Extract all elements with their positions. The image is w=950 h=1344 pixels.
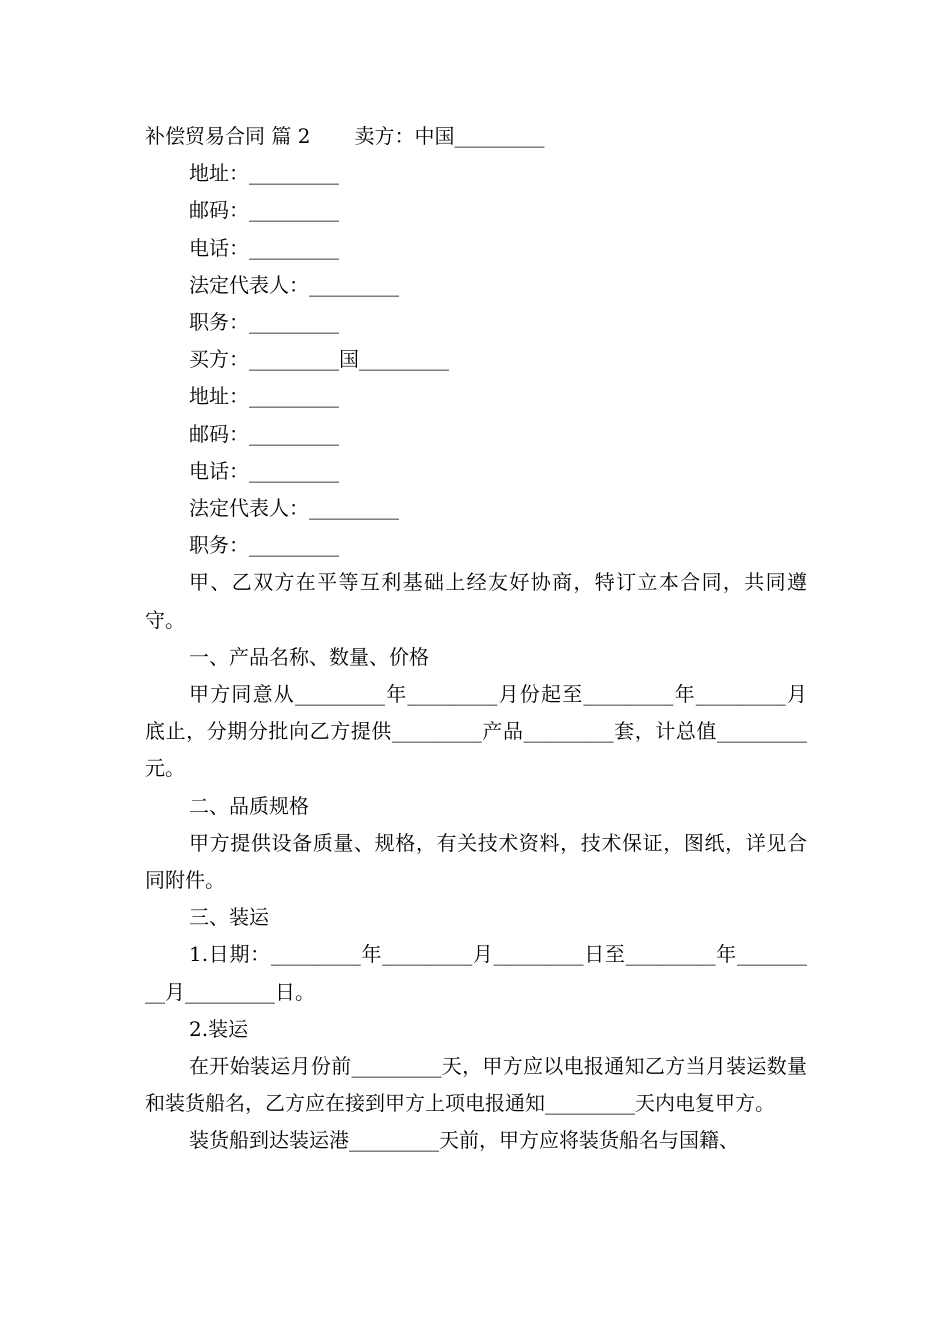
section2-paragraph: 甲方提供设备质量、规格，有关技术资料，技术保证，图纸，详见合同附件。 — [145, 830, 807, 893]
buyer-postcode: 邮码：_________ — [189, 421, 339, 446]
buyer-position: 职务：_________ — [189, 533, 339, 558]
seller-postcode: 邮码：_________ — [189, 198, 339, 223]
seller-line: 卖方：中国_________ — [354, 124, 545, 148]
buyer-phone: 电话：_________ — [189, 458, 339, 483]
seller-phone: 电话：_________ — [189, 235, 339, 260]
contract-body — [145, 118, 807, 1160]
buyer-address: 地址：_________ — [189, 384, 339, 409]
section3-item1: 1.日期：_________年_________月_________日至_________年_________月_________日。 — [145, 942, 807, 1004]
section3-item2-paragraph-2: 装货船到达装运港_________天前，甲方应将装货船名与国籍、 — [189, 1128, 739, 1153]
seller-address: 地址：_________ — [189, 161, 339, 186]
buyer-legal-rep: 法定代表人：_________ — [189, 496, 399, 521]
contract-header — [145, 118, 807, 155]
contract-title: 补偿贸易合同 篇 2 — [145, 124, 311, 148]
seller-legal-rep: 法定代表人：_________ — [189, 272, 399, 297]
buyer-line: 买方：_________国_________ — [189, 347, 449, 372]
section1-paragraph: 甲方同意从_________年_________月份起至_________年_________月底止，分期分批向乙方提供_________产品_________套，计总值_________元。 — [145, 682, 807, 781]
intro-paragraph: 甲、乙双方在平等互利基础上经友好协商，特订立本合同，共同遵守。 — [145, 570, 807, 632]
section3-item2-paragraph: 在开始装运月份前_________天，甲方应以电报通知乙方当月装运数量和装货船名，乙方应在接到甲方上项电报通知_________天内电复甲方。 — [145, 1054, 807, 1116]
section3-heading: 三、装运 — [189, 905, 269, 930]
section3-item2-heading: 2.装运 — [189, 1016, 249, 1041]
section2-heading: 二、品质规格 — [189, 793, 309, 818]
section1-heading: 一、产品名称、数量、价格 — [189, 644, 429, 669]
seller-position: 职务：_________ — [189, 310, 339, 335]
